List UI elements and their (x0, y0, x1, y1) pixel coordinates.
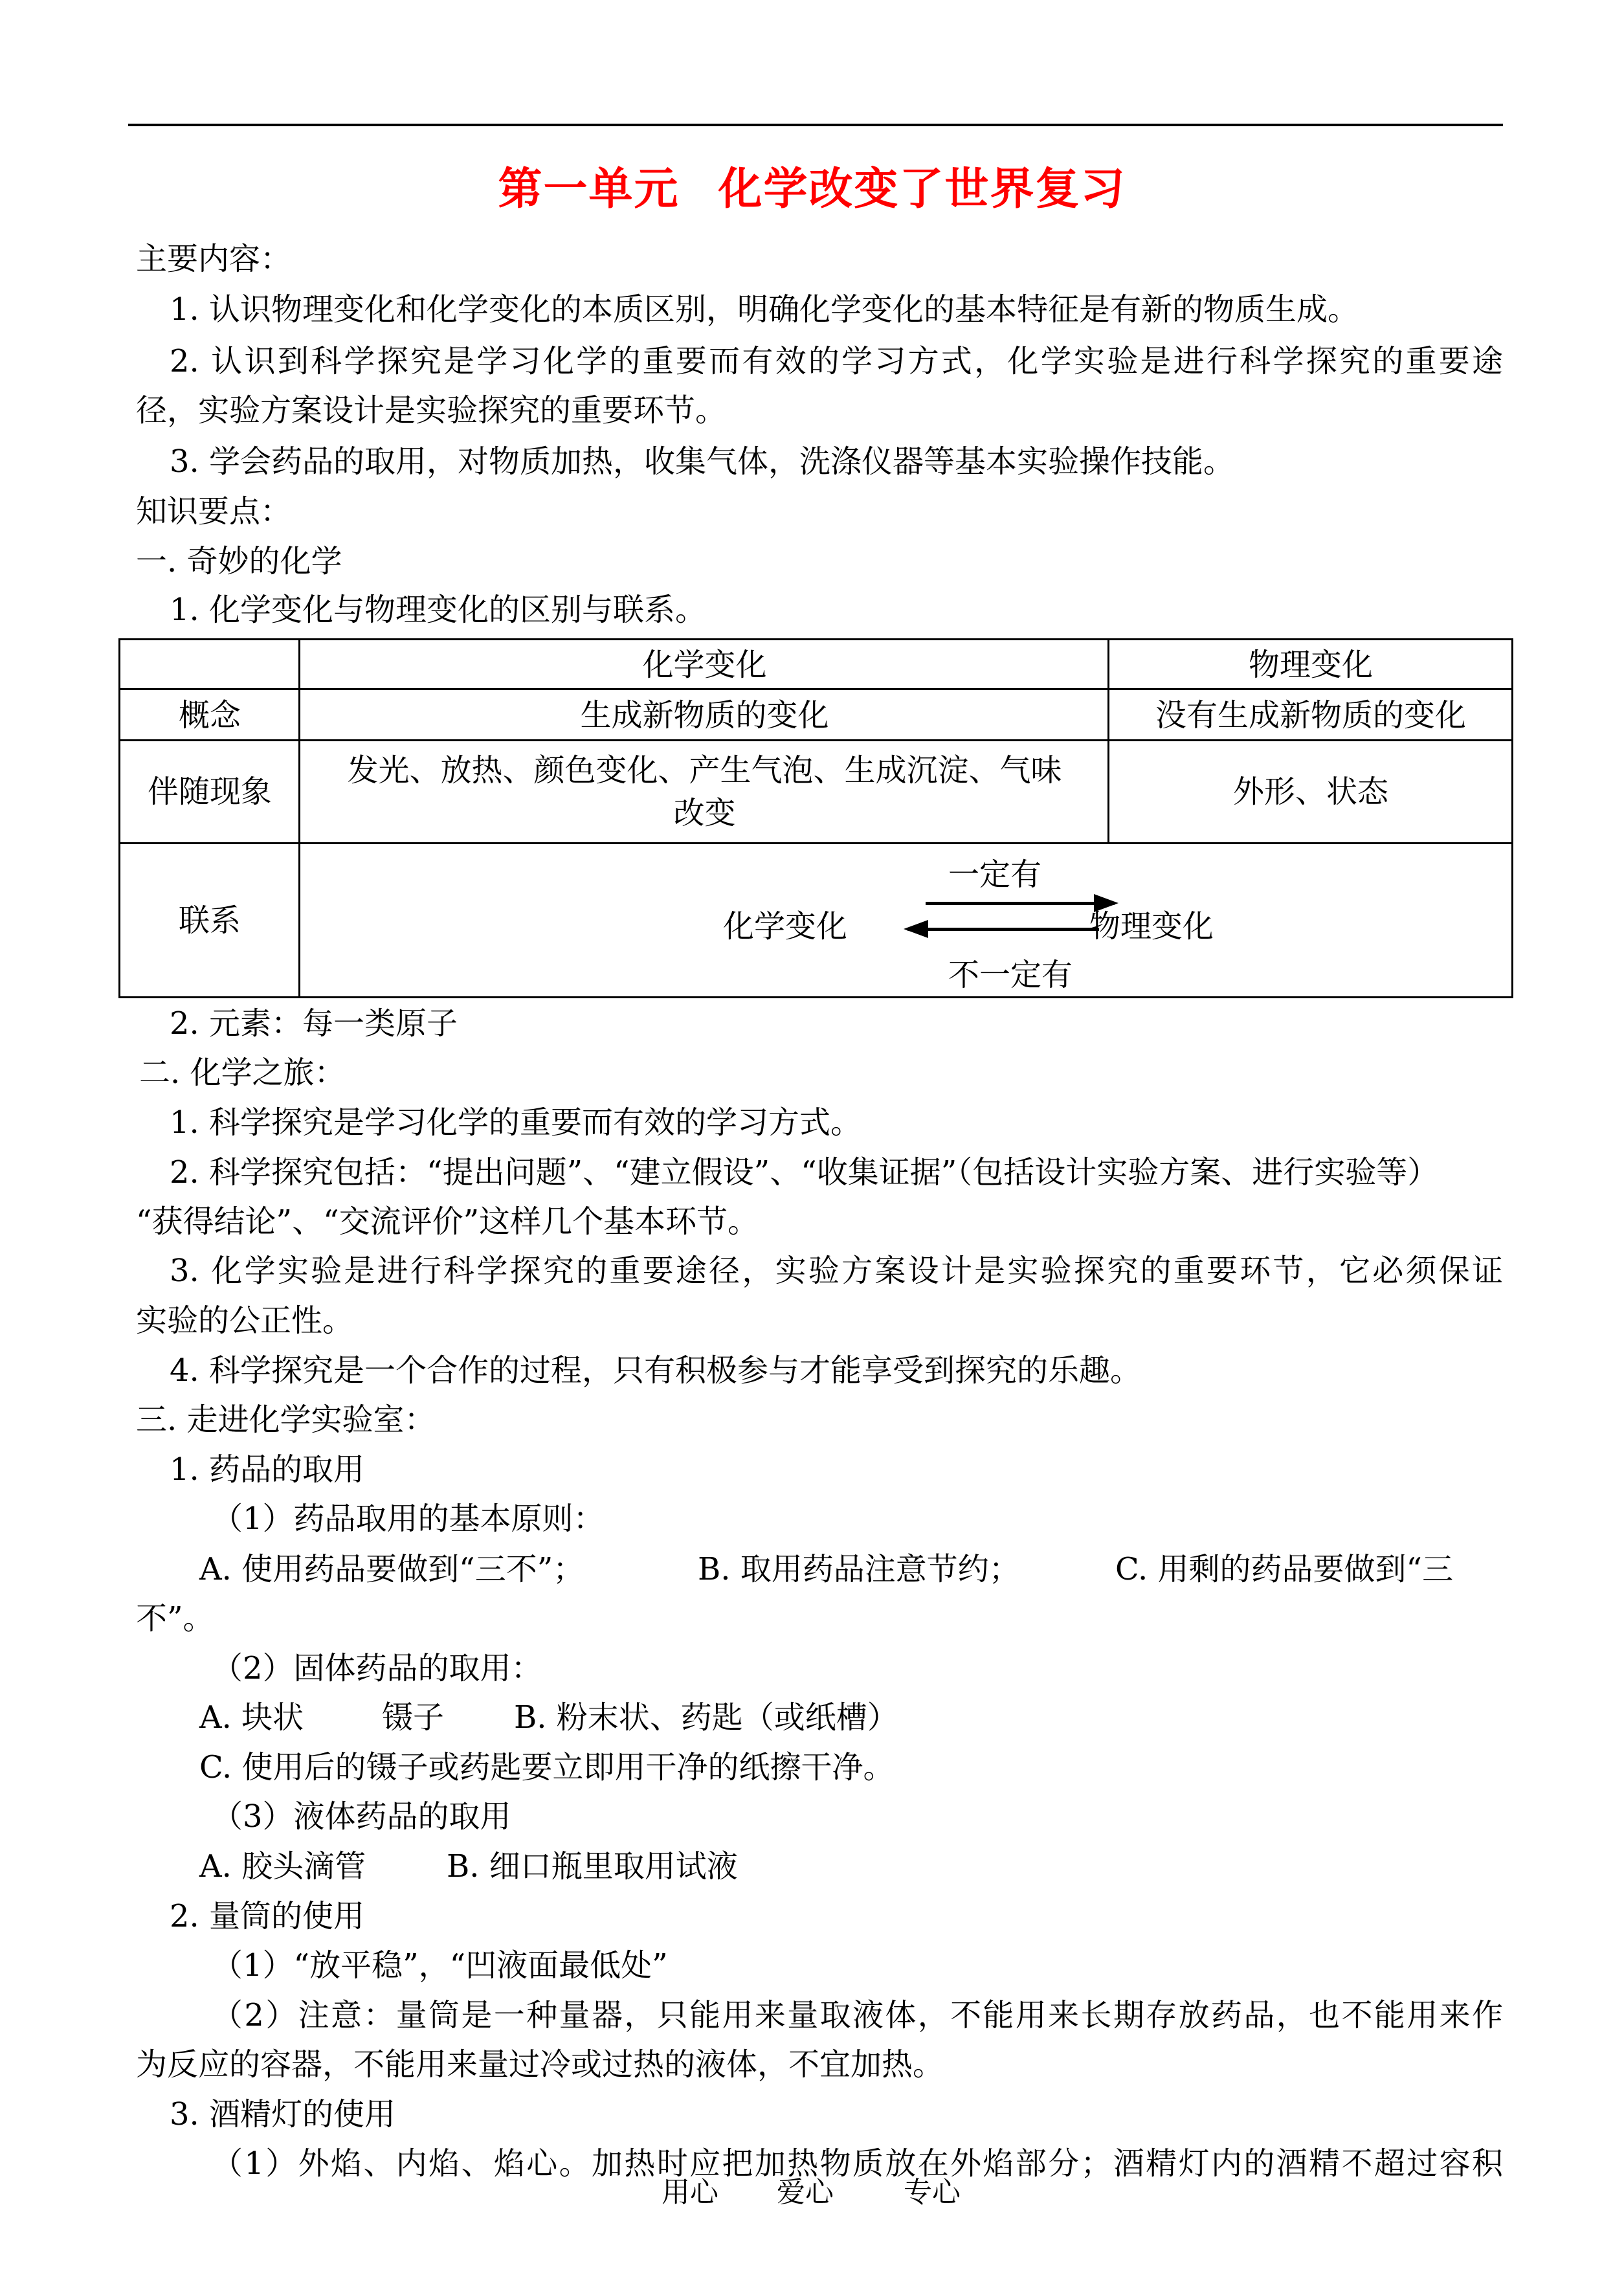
section-2-item-2-line-2: “获得结论”、“交流评价”这样几个基本环节。 (136, 1203, 759, 1240)
section-3-item-3-sub-1: （1）外焰、内焰、焰心。加热时应把加热物质放在外焰部分；酒精灯内的酒精不超过容积 (212, 2145, 1503, 2182)
title-unit: 第一单元 (498, 163, 680, 215)
section-3-item-2-sub-1: （1）“放平稳”，“凹液面最低处” (212, 1947, 668, 1984)
section-1-item-2: 2. 元素：每一类原子 (170, 1005, 458, 1042)
phenomena-line-1: 发光、放热、颜色变化、产生气泡、生成沉淀、气味 (347, 752, 1062, 789)
intro-item-3: 3. 学会药品的取用，对物质加热，收集气体，洗涤仪器等基本实验操作技能。 (170, 443, 1235, 480)
header-rule (128, 124, 1503, 126)
knowledge-heading: 知识要点： (136, 493, 292, 530)
table-row-phenomena-physical: 外形、状态 (1232, 774, 1388, 810)
table-row-concept-label: 概念 (178, 697, 241, 733)
section-3-sub-2-c: C. 使用后的镊子或药匙要立即用干净的纸擦干净。 (199, 1749, 895, 1785)
intro-item-2-line-2: 径，实验方案设计是实验探究的重要环节。 (136, 392, 727, 429)
phenomena-line-2: 改变 (673, 795, 736, 831)
table-header-physical: 物理变化 (1248, 646, 1373, 683)
section-3-sub-3: （3）液体药品的取用 (212, 1798, 511, 1835)
page-title (0, 154, 1624, 217)
section-3-sub-2-a-tool: 镊子 (382, 1699, 445, 1736)
section-3-item-2: 2. 量筒的使用 (170, 1898, 365, 1934)
footer-text-3: 专心 (904, 2176, 961, 2209)
section-3-item-2-sub-2-line-2: 为反应的容器，不能用来量过冷或过热的液体，不宜加热。 (136, 2046, 944, 2083)
footer-text-2: 爱心 (777, 2176, 834, 2209)
table-row-concept-chemical: 生成新物质的变化 (580, 697, 829, 733)
intro-heading: 主要内容： (136, 241, 292, 277)
footer-text-1: 用心 (662, 2176, 718, 2209)
section-3-sub-1-b: B. 取用药品注意节约； (698, 1551, 1020, 1587)
right-arrow-icon (926, 902, 1115, 905)
table-row-relation-label: 联系 (178, 902, 241, 939)
relation-physical-label: 物理变化 (1089, 908, 1214, 945)
relation-not-always-label: 不一定有 (948, 957, 1073, 993)
section-3-item-1: 1. 药品的取用 (170, 1451, 365, 1488)
intro-item-1: 1. 认识物理变化和化学变化的本质区别，明确化学变化的基本特征是有新的物质生成。 (170, 291, 1359, 328)
section-3-sub-1-c-cont: 不”。 (136, 1600, 214, 1637)
section-3-sub-2: （2）固体药品的取用： (212, 1650, 542, 1686)
section-1-item-1: 1. 化学变化与物理变化的区别与联系。 (170, 592, 707, 628)
section-3-sub-2-b: B. 粉末状、药匙（或纸槽） (514, 1699, 898, 1736)
relation-always-label: 一定有 (948, 856, 1042, 893)
section-2-item-3-line-2: 实验的公正性。 (136, 1303, 354, 1339)
intro-item-2-line-1: 2. 认识到科学探究是学习化学的重要而有效的学习方式，化学实验是进行科学探究的重要途 (170, 343, 1503, 379)
section-3-sub-2-a: A. 块状 (199, 1699, 304, 1736)
section-3-sub-3-b: B. 细口瓶里取用试液 (447, 1848, 738, 1885)
section-3-sub-1-a: A. 使用药品要做到“三不”； (199, 1551, 584, 1587)
section-3-sub-3-a: A. 胶头滴管 (199, 1848, 366, 1885)
section-3-sub-1: （1）药品取用的基本原则： (212, 1501, 605, 1537)
section-2-item-3-line-1: 3. 化学实验是进行科学探究的重要途径，实验方案设计是实验探究的重要环节，它必须保证 (170, 1253, 1503, 1289)
section-3-item-2-sub-2-line-1: （2）注意：量筒是一种量器，只能用来量取液体，不能用来长期存放药品，也不能用来作 (212, 1997, 1503, 2033)
section-3-item-3: 3. 酒精灯的使用 (170, 2096, 396, 2132)
section-2-heading: 二. 化学之旅： (139, 1055, 346, 1091)
left-arrow-icon (907, 928, 1099, 931)
relation-chemical-label: 化学变化 (723, 908, 848, 945)
table-header-chemical: 化学变化 (642, 646, 767, 683)
section-2-item-2-line-1: 2. 科学探究包括：“提出问题”、“建立假设”、“收集证据”（包括设计实验方案、进行实验等） (170, 1154, 1439, 1191)
table-row-phenomena-label: 伴随现象 (147, 774, 272, 810)
table-row-concept-physical: 没有生成新物质的变化 (1155, 697, 1466, 733)
section-2-item-1: 1. 科学探究是学习化学的重要而有效的学习方式。 (170, 1104, 862, 1141)
section-3-heading: 三. 走进化学实验室： (136, 1402, 436, 1438)
section-3-sub-1-c: C. 用剩的药品要做到“三 (1115, 1551, 1454, 1587)
title-topic: 化学改变了世界复习 (718, 163, 1126, 215)
section-2-item-4: 4. 科学探究是一个合作的过程，只有积极参与才能享受到探究的乐趣。 (170, 1352, 1142, 1389)
section-1-heading: 一. 奇妙的化学 (136, 543, 342, 579)
table-row-phenomena-chemical (302, 741, 1107, 842)
